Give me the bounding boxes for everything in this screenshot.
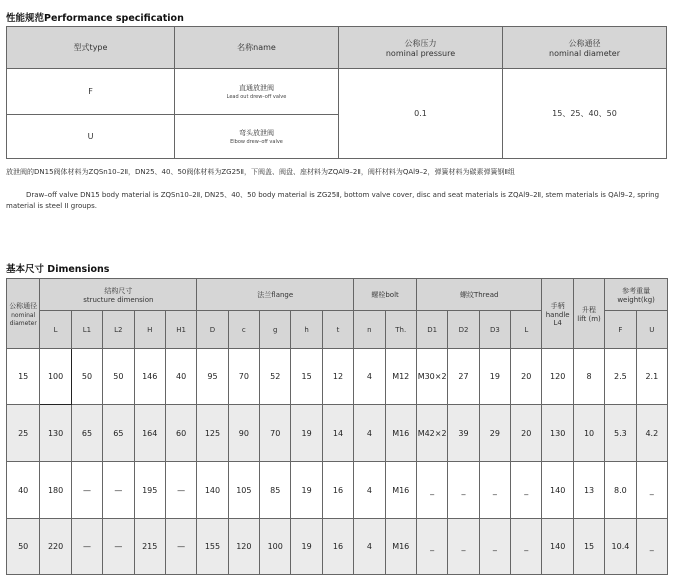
table-cell: M16 bbox=[385, 462, 416, 519]
table-cell: M12 bbox=[385, 349, 416, 405]
perf-pressure: 0.1 bbox=[339, 69, 503, 159]
table-cell: — bbox=[165, 462, 196, 519]
table-cell: 52 bbox=[260, 349, 291, 405]
perf-diameter: 15、25、40、50 bbox=[503, 69, 667, 159]
table-cell: _ bbox=[448, 519, 479, 575]
dn-en: nominal diameter bbox=[9, 311, 37, 327]
perf-row-f bbox=[7, 69, 667, 115]
table-cell: _ bbox=[636, 462, 667, 519]
table-cell: 13 bbox=[573, 462, 604, 519]
table-cell: _ bbox=[511, 519, 542, 575]
table-cell: 39 bbox=[448, 405, 479, 462]
table-cell: 8.0 bbox=[605, 462, 636, 519]
table-cell: 85 bbox=[260, 462, 291, 519]
dim-subheader: H1 bbox=[165, 311, 196, 349]
lift-header bbox=[573, 279, 604, 349]
table-cell: 15 bbox=[573, 519, 604, 575]
table-cell: — bbox=[165, 519, 196, 575]
dimensions-table bbox=[6, 278, 668, 575]
table-cell: 19 bbox=[291, 462, 322, 519]
table-cell: 120 bbox=[228, 519, 259, 575]
perf-name bbox=[175, 115, 339, 159]
dim-subheader: t bbox=[322, 311, 353, 349]
table-cell: 27 bbox=[448, 349, 479, 405]
name-cn: 弯头放泄阀 bbox=[239, 129, 274, 137]
table-cell: M16 bbox=[385, 519, 416, 575]
table-cell: 29 bbox=[479, 405, 510, 462]
table-cell: M30×2 bbox=[416, 349, 447, 405]
table-cell: _ bbox=[636, 519, 667, 575]
lift-cn: 升程 bbox=[582, 305, 597, 314]
dim-subheader: H bbox=[134, 311, 165, 349]
table-cell: 2.5 bbox=[605, 349, 636, 405]
material-note-en: Draw–off valve DN15 body material is ZQSn10–2Ⅱ, DN25、40、50 body material is ZG25Ⅱ, bottom valve cover, disc and seat materials is ZQAl9–2Ⅱ, stem materials is QAl9–2, spring material is steel II groups. bbox=[6, 191, 660, 210]
weight-en: weight(kg) bbox=[617, 295, 655, 304]
dim-subheader: L bbox=[40, 311, 71, 349]
table-cell: 105 bbox=[228, 462, 259, 519]
diameter-cn: 公称通径 bbox=[568, 38, 601, 48]
table-cell: 50 bbox=[7, 519, 40, 575]
performance-title: 性能规范Performance specification bbox=[6, 13, 184, 24]
weight-cn: 参考重量 bbox=[622, 286, 651, 295]
dim-subheader: D2 bbox=[448, 311, 479, 349]
table-cell: — bbox=[71, 519, 102, 575]
flange-header: 法兰flange bbox=[197, 279, 354, 311]
pressure-cn: 公称压力 bbox=[404, 38, 437, 48]
table-cell: 4 bbox=[354, 519, 385, 575]
table-cell: 20 bbox=[511, 405, 542, 462]
table-cell: 4 bbox=[354, 405, 385, 462]
dim-subheader: g bbox=[260, 311, 291, 349]
handle-cn: 手柄 bbox=[550, 301, 565, 310]
bolt-header: 螺栓bolt bbox=[354, 279, 417, 311]
table-cell: 19 bbox=[291, 519, 322, 575]
table-row bbox=[7, 462, 668, 519]
table-cell: _ bbox=[479, 462, 510, 519]
table-cell: 40 bbox=[7, 462, 40, 519]
table-cell: _ bbox=[511, 462, 542, 519]
table-cell: 130 bbox=[542, 405, 573, 462]
table-cell: 4 bbox=[354, 462, 385, 519]
table-cell: M42×2 bbox=[416, 405, 447, 462]
dim-subheader: L2 bbox=[103, 311, 134, 349]
dim-subheader: L bbox=[511, 311, 542, 349]
table-row bbox=[7, 349, 668, 405]
table-cell: 10.4 bbox=[605, 519, 636, 575]
dimensions-title: 基本尺寸 Dimensions bbox=[6, 264, 110, 275]
table-cell: 70 bbox=[260, 405, 291, 462]
perf-type: F bbox=[7, 69, 175, 115]
handle-header bbox=[542, 279, 573, 349]
structure-en: structure dimension bbox=[83, 295, 154, 304]
table-cell: 195 bbox=[134, 462, 165, 519]
table-cell: 4.2 bbox=[636, 405, 667, 462]
table-cell: _ bbox=[479, 519, 510, 575]
table-cell: 164 bbox=[134, 405, 165, 462]
table-cell: 140 bbox=[197, 462, 228, 519]
table-cell: _ bbox=[448, 462, 479, 519]
material-note-cn: 放泄阀的DN15阀体材料为ZQSn10–2Ⅱ，DN25、40、50阀体材料为ZG25Ⅱ，下阀盖、阀盘、座材料为ZQAl9–2Ⅱ，阀杆材料为QAl9–2，弹簧材料为碳素弹簧钢Ⅱ组 bbox=[6, 168, 515, 176]
structure-cn: 结构尺寸 bbox=[104, 286, 133, 295]
perf-header-type: 型式type bbox=[7, 27, 175, 69]
table-cell: 120 bbox=[542, 349, 573, 405]
table-cell: 95 bbox=[197, 349, 228, 405]
table-cell: 5.3 bbox=[605, 405, 636, 462]
table-cell: 10 bbox=[573, 405, 604, 462]
dim-subheader: c bbox=[228, 311, 259, 349]
name-en: Elbow drew–off valve bbox=[230, 139, 283, 145]
table-cell: 15 bbox=[291, 349, 322, 405]
table-cell: — bbox=[71, 462, 102, 519]
dim-subheader: h bbox=[291, 311, 322, 349]
table-cell: 130 bbox=[40, 405, 71, 462]
table-cell: 4 bbox=[354, 349, 385, 405]
table-cell: 19 bbox=[291, 405, 322, 462]
table-cell: 140 bbox=[542, 519, 573, 575]
table-cell: 2.1 bbox=[636, 349, 667, 405]
table-row bbox=[7, 519, 668, 575]
dn-cn: 公称通径 bbox=[9, 301, 38, 310]
table-cell: 8 bbox=[573, 349, 604, 405]
perf-header-name: 名称name bbox=[175, 27, 339, 69]
handle-en: handle bbox=[545, 310, 570, 319]
dim-subheader: L1 bbox=[71, 311, 102, 349]
table-cell: 60 bbox=[165, 405, 196, 462]
table-cell: 100 bbox=[260, 519, 291, 575]
table-cell: 50 bbox=[103, 349, 134, 405]
name-en: Lead out drew–off valve bbox=[226, 94, 287, 100]
perf-name bbox=[175, 69, 339, 115]
perf-header-pressure bbox=[339, 27, 503, 69]
dim-subheader: D3 bbox=[479, 311, 510, 349]
table-cell: 125 bbox=[197, 405, 228, 462]
handle-label: L4 bbox=[553, 318, 562, 327]
table-cell: 146 bbox=[134, 349, 165, 405]
perf-header-diameter bbox=[503, 27, 667, 69]
table-cell: 100 bbox=[40, 349, 71, 405]
perf-type: U bbox=[7, 115, 175, 159]
dim-subheader: D bbox=[197, 311, 228, 349]
table-row bbox=[7, 405, 668, 462]
table-cell: 215 bbox=[134, 519, 165, 575]
name-cn: 直通放泄阀 bbox=[239, 84, 274, 92]
table-cell: 40 bbox=[165, 349, 196, 405]
table-cell: M16 bbox=[385, 405, 416, 462]
dim-subheader: D1 bbox=[416, 311, 447, 349]
table-cell: — bbox=[103, 519, 134, 575]
table-cell: 140 bbox=[542, 462, 573, 519]
table-cell: 20 bbox=[511, 349, 542, 405]
table-cell: 90 bbox=[228, 405, 259, 462]
dim-subheader: U bbox=[636, 311, 667, 349]
structure-header bbox=[40, 279, 197, 311]
table-cell: — bbox=[103, 462, 134, 519]
dim-subheader: Th. bbox=[385, 311, 416, 349]
performance-table bbox=[6, 26, 667, 159]
table-cell: 19 bbox=[479, 349, 510, 405]
weight-header bbox=[605, 279, 668, 311]
thread-header: 螺纹Thread bbox=[416, 279, 542, 311]
table-cell: 16 bbox=[322, 519, 353, 575]
table-cell: 50 bbox=[71, 349, 102, 405]
pressure-en: nominal pressure bbox=[385, 48, 456, 58]
table-cell: 65 bbox=[103, 405, 134, 462]
dn-header bbox=[7, 279, 40, 349]
diameter-en: nominal diameter bbox=[549, 48, 620, 58]
dim-subheader: F bbox=[605, 311, 636, 349]
table-cell: 65 bbox=[71, 405, 102, 462]
table-cell: 180 bbox=[40, 462, 71, 519]
table-cell: 12 bbox=[322, 349, 353, 405]
table-cell: 15 bbox=[7, 349, 40, 405]
table-cell: _ bbox=[416, 462, 447, 519]
table-cell: 14 bbox=[322, 405, 353, 462]
table-cell: 25 bbox=[7, 405, 40, 462]
lift-en: lift (m) bbox=[577, 314, 601, 323]
table-cell: _ bbox=[416, 519, 447, 575]
table-cell: 155 bbox=[197, 519, 228, 575]
dim-subheader: n bbox=[354, 311, 385, 349]
table-cell: 220 bbox=[40, 519, 71, 575]
table-cell: 16 bbox=[322, 462, 353, 519]
table-cell: 70 bbox=[228, 349, 259, 405]
